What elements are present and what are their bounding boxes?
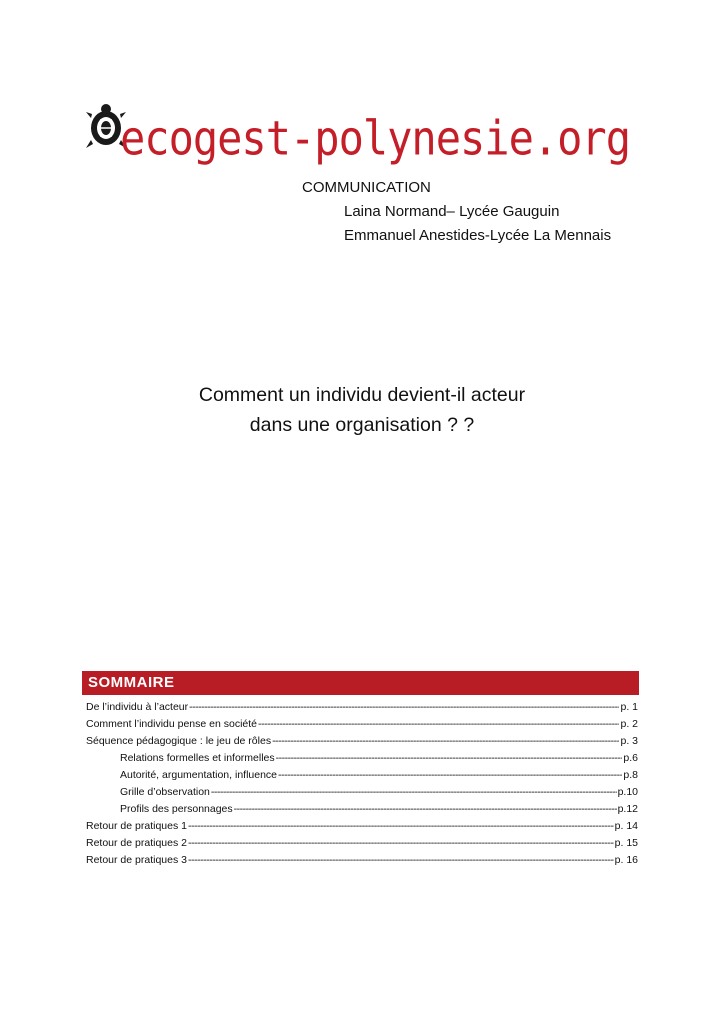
toc-entry-label: Comment l’individu pense en société <box>86 718 258 730</box>
author-line: Emmanuel Anestides-Lycée La Mennais <box>344 227 612 244</box>
toc-entry[interactable] <box>86 750 638 767</box>
toc-entry-label: Retour de pratiques 3 <box>86 854 187 866</box>
toc-entry-label: Profils des personnages <box>120 803 233 815</box>
toc-entry-page: p. 2 <box>620 718 638 730</box>
toc-entry-page: p. 3 <box>620 735 638 747</box>
toc-entry-label: Relations formelles et informelles <box>120 752 275 764</box>
toc-entry-page: p.12 <box>617 803 638 815</box>
toc-leader <box>189 699 619 716</box>
toc-entry-label: De l’individu à l’acteur <box>86 701 189 713</box>
toc-leader <box>234 801 617 818</box>
summary-heading: SOMMAIRE <box>82 671 639 695</box>
logo-text: ecogest-polynesie.org <box>120 110 631 166</box>
toc-leader <box>276 750 623 767</box>
document-header <box>302 176 611 248</box>
title-line-2: dans une organisation ? ? <box>249 414 475 436</box>
toc-leader <box>188 835 614 852</box>
toc-entry-page: p.8 <box>623 769 638 781</box>
title-line-1: Comment un individu devient-il acteur <box>198 384 526 406</box>
toc-entry-label: Retour de pratiques 2 <box>86 837 187 849</box>
author-line: Laina Normand– Lycée Gauguin <box>344 203 560 220</box>
toc-entry[interactable] <box>86 784 638 801</box>
toc-leader <box>188 818 614 835</box>
toc-entry-page: p. 1 <box>620 701 638 713</box>
toc-entry-label: Séquence pédagogique : le jeu de rôles <box>86 735 272 747</box>
toc-entry[interactable] <box>86 835 638 852</box>
toc-entry-page: p.6 <box>623 752 638 764</box>
toc-entry-label: Autorité, argumentation, influence <box>120 769 278 781</box>
site-logo <box>86 96 631 166</box>
toc-entry[interactable] <box>86 699 638 716</box>
toc-leader <box>258 716 619 733</box>
toc-entry[interactable] <box>86 767 638 784</box>
toc-entry-label: Grille d’observation <box>120 786 210 798</box>
toc-entry[interactable] <box>86 801 638 818</box>
toc-entry[interactable] <box>86 852 638 869</box>
table-of-contents <box>86 699 638 869</box>
toc-leader <box>188 852 614 869</box>
toc-leader <box>278 767 622 784</box>
toc-leader <box>211 784 617 801</box>
toc-entry-page: p. 15 <box>614 837 638 849</box>
toc-entry-label: Retour de pratiques 1 <box>86 820 187 832</box>
toc-entry[interactable] <box>86 716 638 733</box>
toc-entry-page: p.10 <box>617 786 638 798</box>
toc-entry-page: p. 14 <box>614 820 638 832</box>
subject-label: COMMUNICATION <box>302 179 431 196</box>
toc-leader <box>272 733 619 750</box>
toc-entry-page: p. 16 <box>614 854 638 866</box>
toc-entry[interactable] <box>86 818 638 835</box>
document-title <box>0 380 724 440</box>
toc-entry[interactable] <box>86 733 638 750</box>
